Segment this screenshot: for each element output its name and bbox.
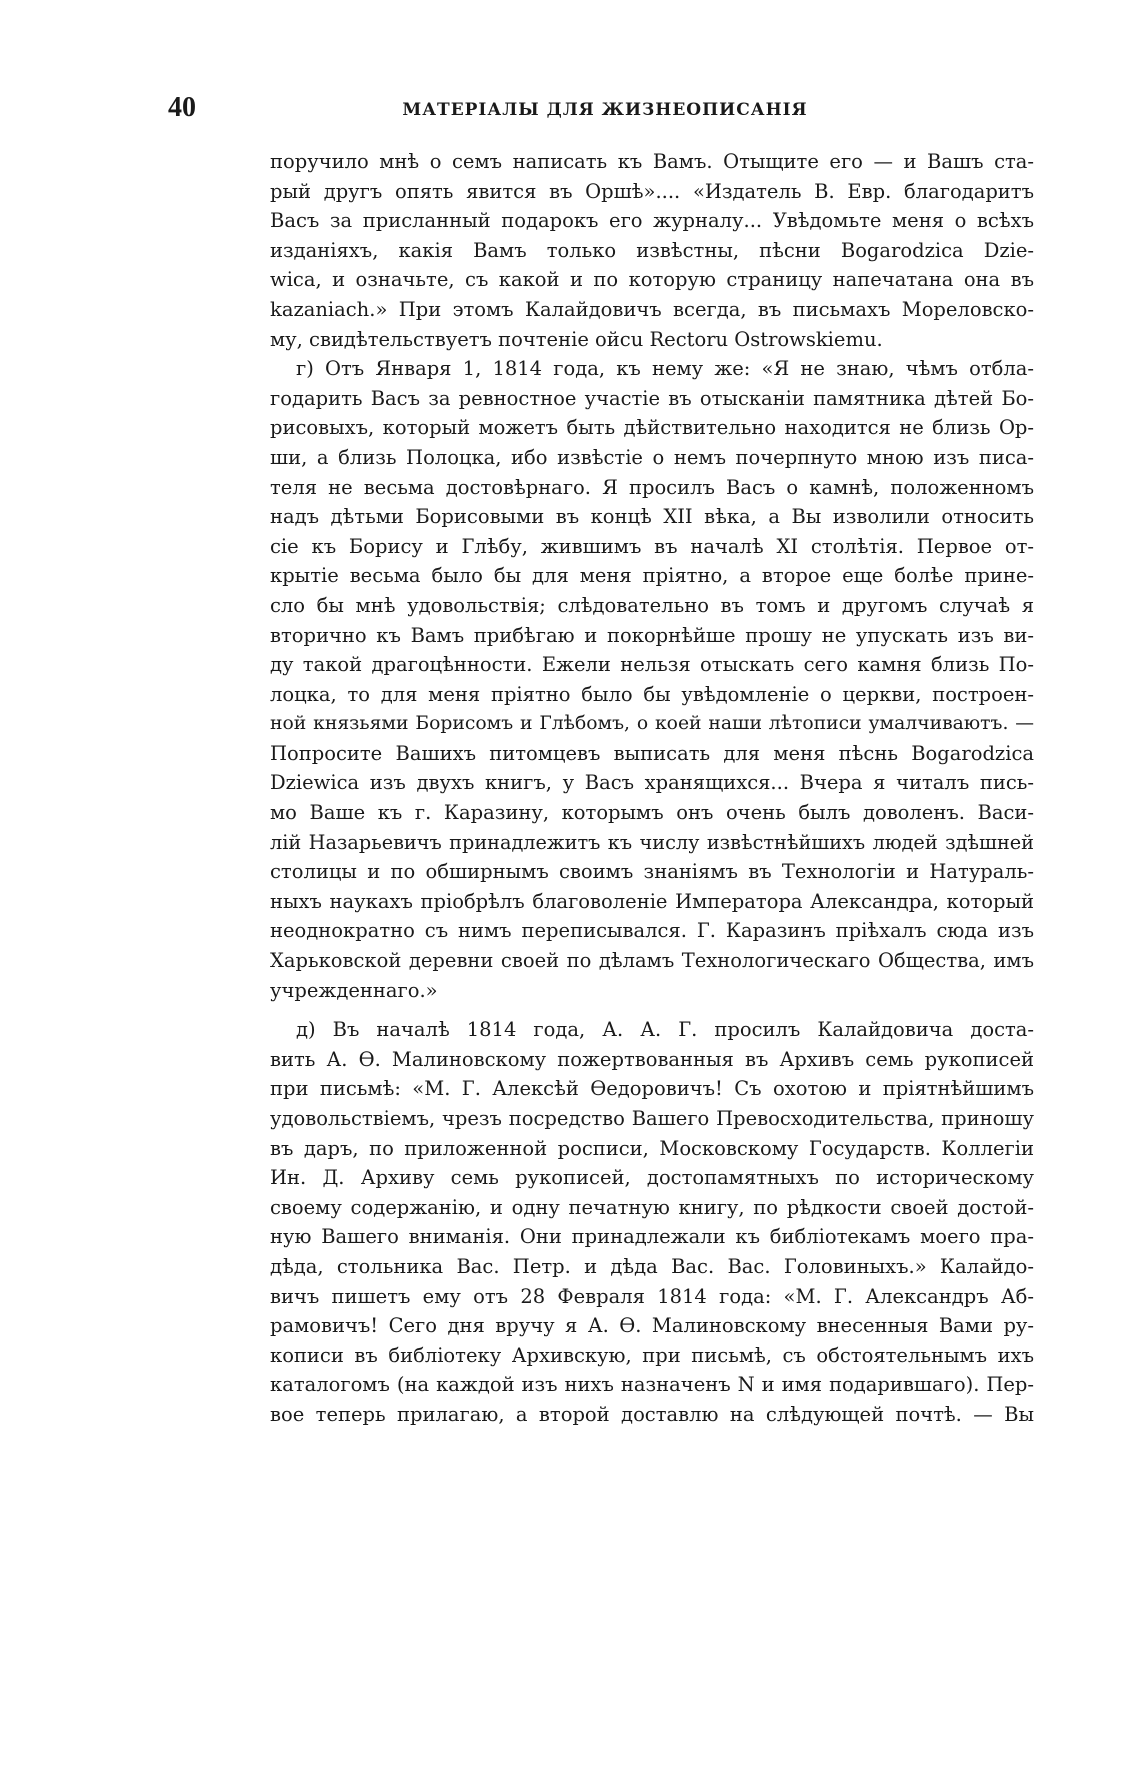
text-line: вичъ пишетъ ему отъ 28 Февраля 1814 года: «М. Г. Александръ Аб- — [270, 1284, 1034, 1308]
text-line: д) Въ началѣ 1814 года, А. А. Г. просилъ Калайдовича доста- — [296, 1018, 1034, 1042]
text-line: рый другъ опять явится въ Оршѣ».... «Издатель В. Евр. благодаритъ — [270, 179, 1034, 203]
text-line: сіе къ Борису и Глѣбу, жившимъ въ началѣ XI столѣтія. Первое от- — [270, 534, 1034, 558]
running-title: МАТЕРІАЛЫ ДЛЯ ЖИЗНЕОПИСАНІЯ — [402, 100, 808, 120]
text-line: рамовичъ! Сего дня вручу я А. Ѳ. Малиновскому внесенныя Вами ру- — [270, 1314, 1034, 1338]
text-line: лій Назарьевичъ принадлежитъ къ числу извѣстнѣйшихъ людей здѣшней — [270, 830, 1034, 854]
text-line: каталогомъ (на каждой изъ нихъ назначенъ N и имя подарившаго). Пер- — [270, 1373, 1034, 1397]
text-line: удовольствіемъ, чрезъ посредство Вашего Превосходительства, приношу — [270, 1107, 1034, 1130]
text-line: wica, и означьте, съ какой и по которую страницу напечатана она въ — [270, 268, 1034, 292]
text-line: дѣда, стольника Вас. Петр. и дѣда Вас. Вас. Головиныхъ.» Калайдо- — [270, 1254, 1034, 1278]
text-line: Dziewica изъ двухъ книгъ, у Васъ хранящихся... Вчера я читалъ пись- — [270, 771, 1034, 795]
text-line: при письмѣ: «М. Г. Алексѣй Ѳедоровичъ! Съ охотою и пріятнѣйшимъ — [270, 1077, 1034, 1101]
text-line: неоднократно съ нимъ переписывался. Г. Каразинъ пріѣхалъ сюда изъ — [270, 919, 1034, 943]
text-line: годарить Васъ за ревностное участіе въ отысканіи памятника дѣтей Бо- — [270, 386, 1034, 410]
text-line: ную Вашего вниманія. Они принадлежали къ библіотекамъ моего пра- — [270, 1225, 1034, 1249]
text-line: Васъ за присланный подарокъ его журналу... Увѣдомьте меня о всѣхъ — [270, 209, 1034, 233]
text-line: въ даръ, по приложенной росписи, Московскому Государств. Коллегіи — [270, 1136, 1034, 1160]
text-line: вторично къ Вамъ прибѣгаю и покорнѣйше прошу не упускать изъ ви- — [270, 623, 1034, 647]
text-line: г) Отъ Января 1, 1814 года, къ нему же: «Я не знаю, чѣмъ отбла- — [296, 357, 1034, 381]
text-line: вить А. Ѳ. Малиновскому пожертвованныя въ Архивъ семь рукописей — [270, 1047, 1034, 1071]
paragraph-g — [270, 354, 1034, 1005]
text-line: Попросите Вашихъ питомцевъ выписать для меня пѣснь Bogarodzica — [270, 741, 1034, 765]
text-line: лоцка, то для меня пріятно было бы увѣдомленіе о церкви, построен- — [270, 682, 1034, 706]
text-line: учрежденнаго.» — [270, 978, 438, 1002]
text-line: поручило мнѣ о семъ написать къ Вамъ. Отыщите его — и Вашъ ста- — [270, 150, 1034, 173]
text-line: kazaniach.» При этомъ Калайдовичъ всегда, въ письмахъ Мореловско- — [270, 297, 1034, 321]
text-line: ши, а близь Полоцка, ибо извѣстіе о немъ почерпнуто мною изъ писа- — [270, 445, 1034, 469]
page-number: 40 — [168, 92, 196, 123]
text-line: ду такой драгоцѣнности. Ежели нельзя отыскать сего камня близь По- — [270, 653, 1034, 677]
text-line: му, свидѣтельствуетъ почтеніе ойcu Rectoru Ostrowskiemu. — [270, 327, 883, 351]
text-line: Ин. Д. Архиву семь рукописей, достопамятныхъ по историческому — [270, 1166, 1034, 1190]
text-line: столицы и по обширнымъ своимъ знаніямъ въ Технологіи и Натураль- — [270, 860, 1034, 884]
text-line: крытіе весьма было бы для меня пріятно, а второе еще болѣе прине- — [270, 564, 1034, 588]
text-line: ной князьями Борисомъ и Глѣбомъ, о коей наши лѣтописи умалчиваютъ. — — [270, 713, 1034, 735]
paragraph-spacer — [270, 1005, 1034, 1015]
text-line: ныхъ наукахъ пріобрѣлъ благоволеніе Императора Александра, который — [270, 889, 1034, 913]
paragraph-letter-excerpt — [270, 147, 1034, 354]
text-line: изданіяхъ, какія Вамъ только извѣстны, пѣсни Bogarodzica Dzie- — [270, 238, 1034, 262]
text-line: мо Ваше къ г. Каразину, которымъ онъ очень былъ доволенъ. Васи- — [270, 801, 1034, 825]
paragraph-d — [270, 1015, 1034, 1429]
text-line: надъ дѣтьми Борисовыми въ концѣ XII вѣка, а Вы изволили относить — [270, 505, 1034, 529]
text-line: вое теперь прилагаю, а второй доставлю на слѣдующей почтѣ. — Вы — [270, 1402, 1034, 1426]
text-line: рисовыхъ, который можетъ быть дѣйствительно находится не близь Ор- — [270, 416, 1034, 440]
text-line: сло бы мнѣ удовольствія; слѣдовательно въ томъ и другомъ случаѣ я — [270, 593, 1034, 617]
body-text — [270, 147, 1034, 1430]
text-line: Харьковской деревни своей по дѣламъ Технологическаго Общества, имъ — [270, 949, 1034, 973]
text-line: кописи въ библіотеку Архивскую, при письмѣ, съ обстоятельнымъ ихъ — [270, 1343, 1034, 1367]
text-line: своему содержанію, и одну печатную книгу, по рѣдкости своей достой- — [270, 1195, 1034, 1219]
text-line: теля не весьма достовѣрнаго. Я просилъ Васъ о камнѣ, положенномъ — [270, 475, 1034, 499]
